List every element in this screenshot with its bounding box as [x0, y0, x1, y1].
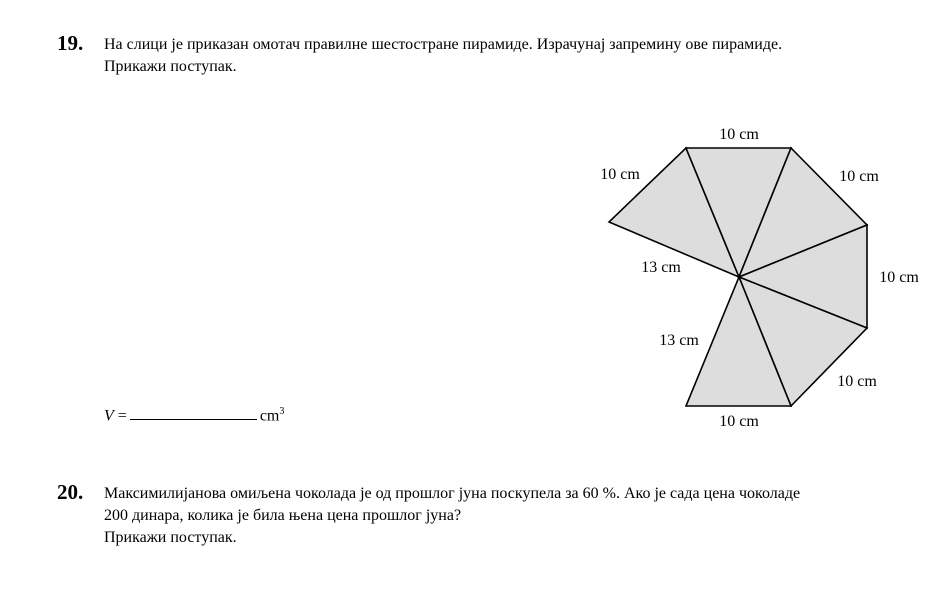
- question-19-line-1: На слици је приказан омотач правилне шестостране пирамиде. Израчунај запремину ове пирамиде.: [104, 36, 783, 53]
- question-20-number: 20.: [57, 480, 84, 504]
- label-slant-edge-upper: 13 cm: [641, 259, 681, 276]
- label-slant-edge-lower: 13 cm: [659, 332, 699, 349]
- question-20-line-1: Максимилијанова омиљена чоколада је од прошлог јуна поскупела за 60 %. Ако је сада цена чоколаде: [104, 485, 801, 502]
- label-upper-right-edge: 10 cm: [839, 168, 879, 185]
- label-top-edge: 10 cm: [719, 126, 759, 143]
- question-20-line-3: Прикажи поступак.: [104, 529, 237, 546]
- label-lower-right-edge: 10 cm: [837, 373, 877, 390]
- label-upper-left-edge: 10 cm: [600, 166, 640, 183]
- volume-unit-exponent: 3: [279, 406, 285, 417]
- volume-unit: cm: [259, 407, 280, 425]
- question-20-text: [104, 483, 800, 549]
- label-right-edge: 10 cm: [879, 269, 919, 286]
- question-20-line-2: 200 динара, колика је била њена цена прошлог јуна?: [104, 507, 462, 524]
- question-19-line-2: Прикажи поступак.: [104, 58, 237, 75]
- lateral-faces: [609, 148, 867, 406]
- equals-sign: =: [113, 407, 127, 425]
- volume-variable: V: [104, 407, 114, 425]
- label-bottom-edge: 10 cm: [719, 413, 759, 430]
- question-19-number: 19.: [57, 31, 84, 55]
